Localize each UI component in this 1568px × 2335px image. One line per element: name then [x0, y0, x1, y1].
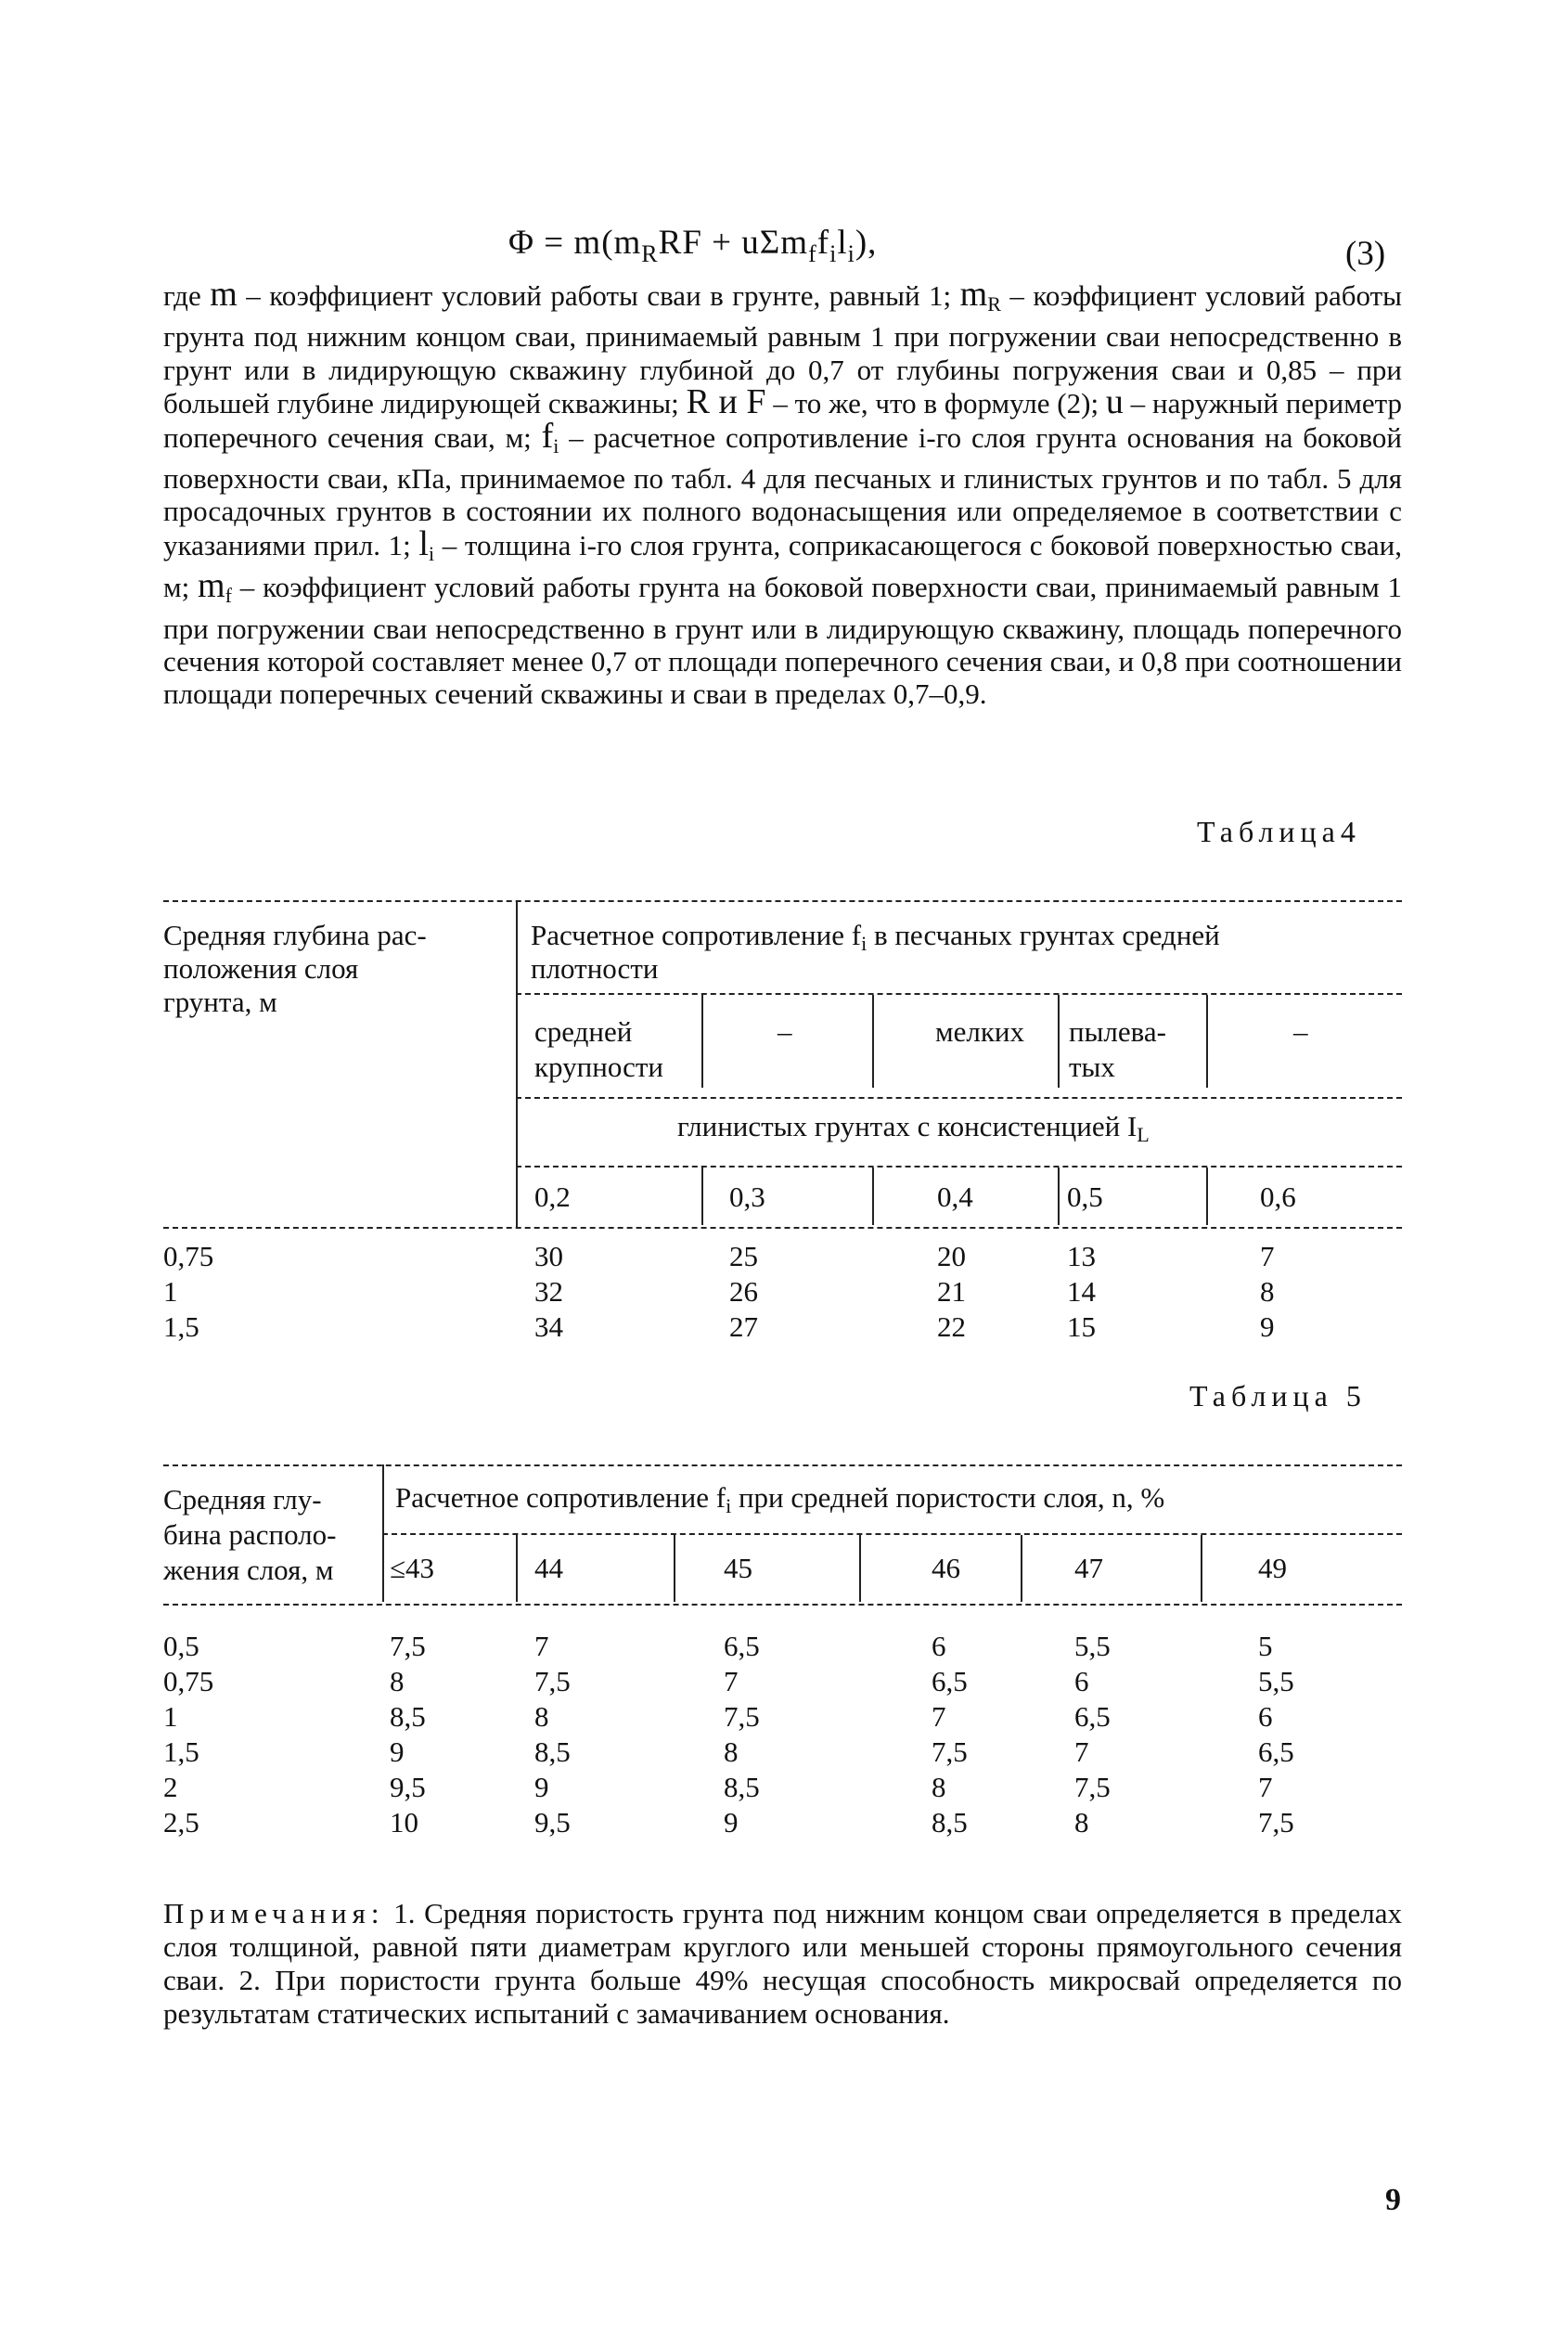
table-cell: 13	[1067, 1240, 1096, 1272]
table4-col1-header-line2: положения слоя	[163, 952, 359, 985]
table4-il-4: 0,6	[1260, 1180, 1296, 1213]
table5-top-rule	[163, 1464, 1402, 1466]
table-cell: 8,5	[390, 1700, 426, 1733]
table5-n-4: 47	[1074, 1552, 1103, 1584]
table-cell: 26	[729, 1275, 758, 1308]
table-cell: 7	[932, 1700, 946, 1733]
table-cell: 7	[534, 1630, 549, 1662]
table-cell: 6	[1074, 1665, 1089, 1697]
table-cell: 7	[1260, 1240, 1275, 1272]
table4-il-divider-4	[1206, 1168, 1208, 1225]
table5-n-0: ≤43	[390, 1552, 435, 1584]
table-cell: 10	[390, 1806, 418, 1838]
table-cell: 6	[1258, 1700, 1273, 1733]
table5-bottom-header-rule	[163, 1604, 1402, 1606]
table-cell: 7	[724, 1665, 739, 1697]
table-cell: 1	[163, 1700, 178, 1733]
table4-sand-1a: средней	[534, 1015, 633, 1048]
table-cell: 2,5	[163, 1806, 199, 1838]
table-cell: 8,5	[534, 1735, 571, 1768]
table-cell: 7,5	[1074, 1771, 1111, 1803]
table4-sand-4a: пылева-	[1069, 1015, 1166, 1048]
table-cell: 7,5	[390, 1630, 426, 1662]
table4-sand-divider-3	[1058, 995, 1060, 1088]
table5-col1-header-line3: жения слоя, м	[163, 1554, 334, 1586]
table-cell: 9,5	[534, 1806, 571, 1838]
table4-il-3: 0,5	[1067, 1180, 1103, 1213]
table-cell: 7,5	[1258, 1806, 1294, 1838]
table4-rule-2	[516, 993, 1402, 995]
table-cell: 6,5	[932, 1665, 968, 1697]
formula: $\Phi = m(m_RRF + u\Sigma m_ff_il_i)$,	[508, 224, 878, 267]
table-cell: 0,5	[163, 1630, 199, 1662]
table5-caption: Таблица 5	[1189, 1379, 1367, 1413]
notes-text: 1. Средняя пористость грунта под нижним концом сваи определяется в пределах слоя толщиной, равной пяти диаметрам круглого или меньшей стороны прямоугольного сечения сваи. 2. При пористости грунта больше 49% несущая способность микросвай определяется по результатам статических испытаний с замачиванием основания.	[163, 1897, 1402, 2030]
table-cell: 27	[729, 1310, 758, 1343]
table5-n-divider-4	[1021, 1535, 1022, 1602]
table5-rule-2	[382, 1533, 1402, 1535]
table4-sand-1b: крупности	[534, 1051, 664, 1083]
table4-il-divider-2	[872, 1168, 874, 1225]
table-cell: 9	[724, 1806, 739, 1838]
notes-label: Примечания:	[163, 1897, 385, 1929]
table4-sand-5: –	[1293, 1015, 1308, 1048]
table-cell: 8	[534, 1700, 549, 1733]
table-cell: 6,5	[1258, 1735, 1294, 1768]
table4-clay-header: глинистых грунтах с консистенцией $I_L$	[677, 1110, 1150, 1146]
table-cell: 0,75	[163, 1240, 214, 1272]
table4-main-header-line2: плотности	[531, 952, 659, 985]
table-cell: 9,5	[390, 1771, 426, 1803]
table-cell: 1,5	[163, 1310, 199, 1343]
table5-n-3: 46	[932, 1552, 960, 1584]
table-cell: 7	[1258, 1771, 1273, 1803]
table4-sand-2: –	[778, 1015, 792, 1048]
notes-paragraph	[163, 1897, 1402, 2031]
table-cell: 8	[1074, 1806, 1089, 1838]
table-cell: 32	[534, 1275, 563, 1308]
table5-main-header: Расчетное сопротивление $f_i$ при средней пористости слоя, n, %	[395, 1481, 1165, 1517]
table4-il-0: 0,2	[534, 1180, 571, 1213]
table4-il-1: 0,3	[729, 1180, 765, 1213]
table4-top-rule	[163, 900, 1402, 902]
table5-n-divider-1	[516, 1535, 518, 1602]
table5-n-divider-2	[674, 1535, 675, 1602]
table4-rule-4	[516, 1166, 1402, 1168]
table-cell: 1	[163, 1275, 178, 1308]
table-cell: 15	[1067, 1310, 1096, 1343]
table5-col1-header-line2: бина располо-	[163, 1518, 337, 1551]
table-cell: 6	[932, 1630, 946, 1662]
table-cell: 21	[937, 1275, 966, 1308]
table-cell: 14	[1067, 1275, 1096, 1308]
table-cell: 1,5	[163, 1735, 199, 1768]
table4-sand-divider-4	[1206, 995, 1208, 1088]
table-cell: 7,5	[534, 1665, 571, 1697]
table-cell: 5,5	[1074, 1630, 1111, 1662]
table4-sand-4b: тых	[1069, 1051, 1115, 1083]
table-cell: 22	[937, 1310, 966, 1343]
table5-n-divider-5	[1201, 1535, 1202, 1602]
table-cell: 8,5	[932, 1806, 968, 1838]
table4-col-divider	[516, 900, 518, 1227]
table-cell: 0,75	[163, 1665, 214, 1697]
table-cell: 6,5	[724, 1630, 760, 1662]
table4-il-divider-3	[1058, 1168, 1060, 1225]
table4-col1-header-line1: Средняя глубина рас-	[163, 919, 427, 951]
equation-number: (3)	[1345, 235, 1386, 273]
table-cell: 5,5	[1258, 1665, 1294, 1697]
table5-n-5: 49	[1258, 1552, 1287, 1584]
table-cell: 8	[1260, 1275, 1275, 1308]
table4-sand-divider-1	[701, 995, 703, 1088]
table-cell: 7,5	[932, 1735, 968, 1768]
table-cell: 8	[390, 1665, 405, 1697]
table-cell: 20	[937, 1240, 966, 1272]
table4-col1-header-line3: грунта, м	[163, 986, 277, 1018]
table-cell: 7	[1074, 1735, 1089, 1768]
table5-n-1: 44	[534, 1552, 563, 1584]
table-cell: 2	[163, 1771, 178, 1803]
table-cell: 30	[534, 1240, 563, 1272]
table4-rule-3	[516, 1097, 1402, 1099]
table4-sand-divider-2	[872, 995, 874, 1088]
table4-il-2: 0,4	[937, 1180, 973, 1213]
table-cell: 7,5	[724, 1700, 760, 1733]
table5-col1-header-line1: Средняя глу-	[163, 1483, 322, 1516]
table4-bottom-header-rule	[163, 1227, 1402, 1229]
table-cell: 9	[390, 1735, 405, 1768]
table-cell: 5	[1258, 1630, 1273, 1662]
definitions-paragraph: где m – коэффициент условий работы сваи в грунте, равный 1; $m_R$ – коэффициент условий работы грунта под нижним концом сваи, принимаемый равным 1 при погружении сваи непосредственно в грунт или в лидирующую скважину глубиной до 0,7 от глубины погружения сваи и 0,85 – при большей глубине лидирующей скважины; R и F – то же, что в формуле (2); u – наружный периметр поперечного сечения сваи, м; $f_i$ – расчетное сопротивление i-го слоя грунта основания на боковой поверхности сваи, кПа, принимаемое по табл. 4 для песчаных и глинистых грунтов и по табл. 5 для просадочных грунтов в состоянии их полного водонасыщения или определяемое в соответствии с указаниями прил. 1; $l_i$ – толщина i-го слоя грунта, соприкасающегося с боковой поверхностью сваи, м; $m_f$ – коэффициент условий работы грунта на боковой поверхности сваи, принимаемый равным 1 при погружении сваи непосредственно в грунт или в лидирующую скважину, площадь поперечного сечения которой составляет менее 0,7 от площади поперечного сечения сваи, и 0,8 при соотношении площади поперечных сечений скважины и сваи в пределах 0,7–0,9.	[163, 275, 1403, 711]
table-cell: 25	[729, 1240, 758, 1272]
table-cell: 6,5	[1074, 1700, 1111, 1733]
table-cell: 8,5	[724, 1771, 760, 1803]
table5-n-divider-3	[859, 1535, 861, 1602]
table-cell: 8	[724, 1735, 739, 1768]
table-cell: 34	[534, 1310, 563, 1343]
table-cell: 8	[932, 1771, 946, 1803]
table4-sand-3: мелких	[935, 1015, 1024, 1048]
table5-n-2: 45	[724, 1552, 752, 1584]
table-cell: 9	[1260, 1310, 1275, 1343]
table-cell: 9	[534, 1771, 549, 1803]
table4-main-header: Расчетное сопротивление $f_i$ в песчаных грунтах средней	[531, 919, 1220, 955]
table4-caption: Таблица4	[1197, 815, 1361, 848]
table4-il-divider-1	[701, 1168, 703, 1225]
page-number: 9	[1385, 2183, 1401, 2217]
